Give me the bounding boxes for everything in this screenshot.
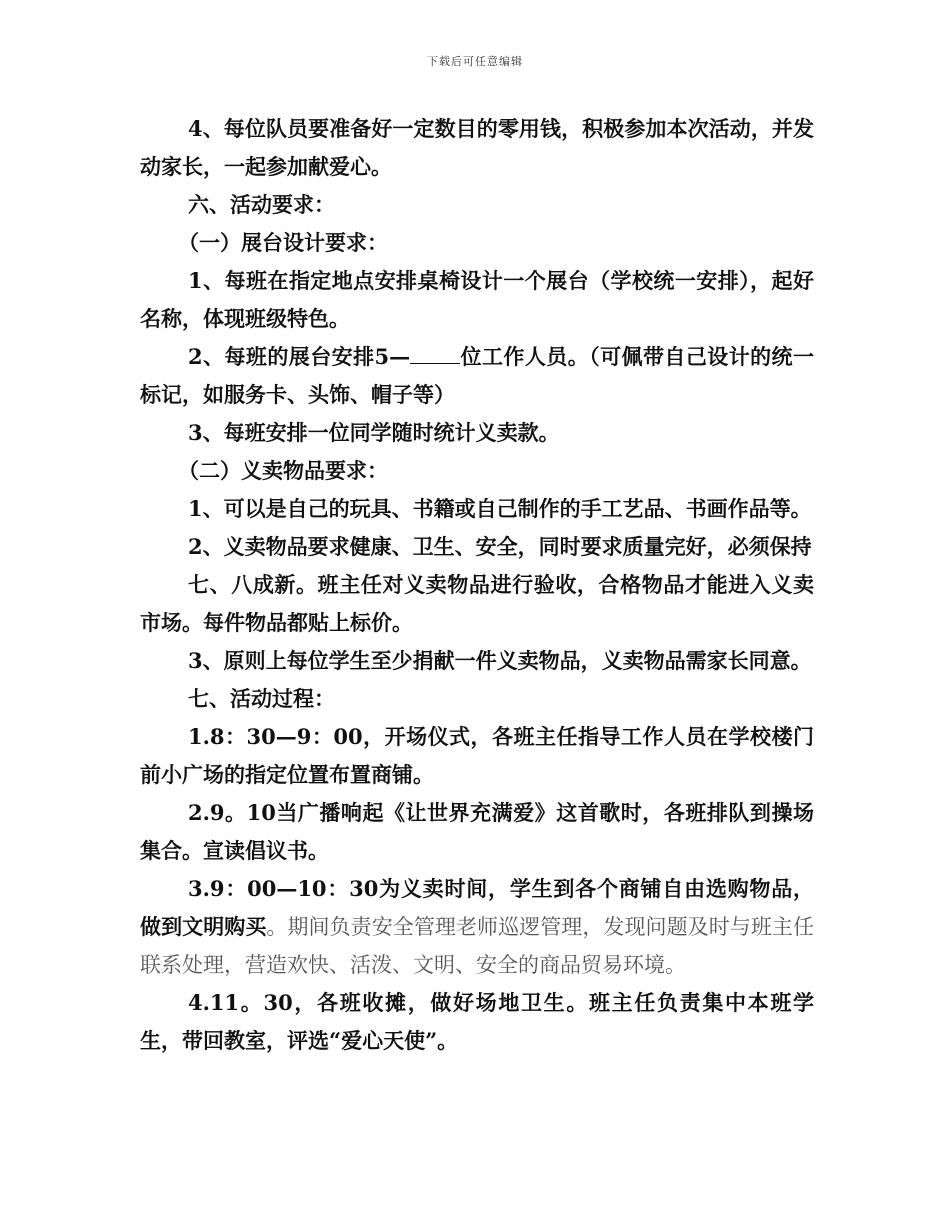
booth-staff-text-before: 2、每班的展台安排5—	[188, 344, 411, 369]
fill-in-blank	[410, 341, 460, 364]
sale-time-bold-text: 3.9：00—10：30为义卖时间，学生到各个商铺自由选购物品，做到文明购买	[140, 876, 814, 939]
paragraph-opening-ceremony: 1.8：30—9：00，开场仪式，各班主任指导工作人员在学校楼门前小广场的指定位置布置商铺。	[140, 724, 814, 787]
section-heading-process: 七、活动过程：	[188, 686, 335, 711]
document-body	[140, 110, 814, 1060]
paragraph-item-4-pocket-money: 4、每位队员要准备好一定数目的零用钱，积极参加本次活动，并发动家长，一起参加献爱心。	[140, 116, 814, 179]
paragraph-item-inspection: 七、八成新。班主任对义卖物品进行验收，合格物品才能进入义卖市场。每件物品都贴上标价。	[140, 572, 814, 635]
paragraph-donation-rule: 3、原则上每位学生至少捐献一件义卖物品，义卖物品需家长同意。	[188, 648, 812, 673]
paragraph-booth-staff	[140, 338, 814, 414]
booth-staff-text-after: 位工作人员。（可佩带自己设计的统一标记，如服务卡、头饰、帽子等）	[140, 344, 814, 407]
subsection-heading-items: （二）义卖物品要求：	[178, 458, 388, 483]
section-heading-requirements: 六、活动要求：	[188, 192, 335, 217]
paragraph-assembly: 2.9。10当广播响起《让世界充满爱》这首歌时，各班排队到操场集合。宣读倡议书。	[140, 800, 814, 863]
paragraph-item-types: 1、可以是自己的玩具、书籍或自己制作的手工艺品、书画作品等。	[188, 496, 812, 521]
subsection-heading-booth-design: （一）展台设计要求：	[178, 230, 388, 255]
paragraph-sale-time	[140, 870, 814, 984]
paragraph-sales-tally: 3、每班安排一位同学随时统计义卖款。	[188, 420, 560, 445]
paragraph-closing: 4.11。30，各班收摊，做好场地卫生。班主任负责集中本班学生，带回教室，评选“爱心天使”。	[140, 990, 814, 1053]
sale-time-light-text: 。期间负责安全管理老师巡逻管理，发现问题及时与班主任联系处理，营造欢快、活泼、文明、安全的商品贸易环境。	[140, 915, 815, 977]
paragraph-item-quality: 2、义卖物品要求健康、卫生、安全，同时要求质量完好，必须保持	[188, 534, 812, 559]
paragraph-booth-setup: 1、每班在指定地点安排桌椅设计一个展台（学校统一安排），起好名称，体现班级特色。	[140, 268, 814, 331]
page-header: 下载后可任意编辑	[427, 55, 523, 68]
